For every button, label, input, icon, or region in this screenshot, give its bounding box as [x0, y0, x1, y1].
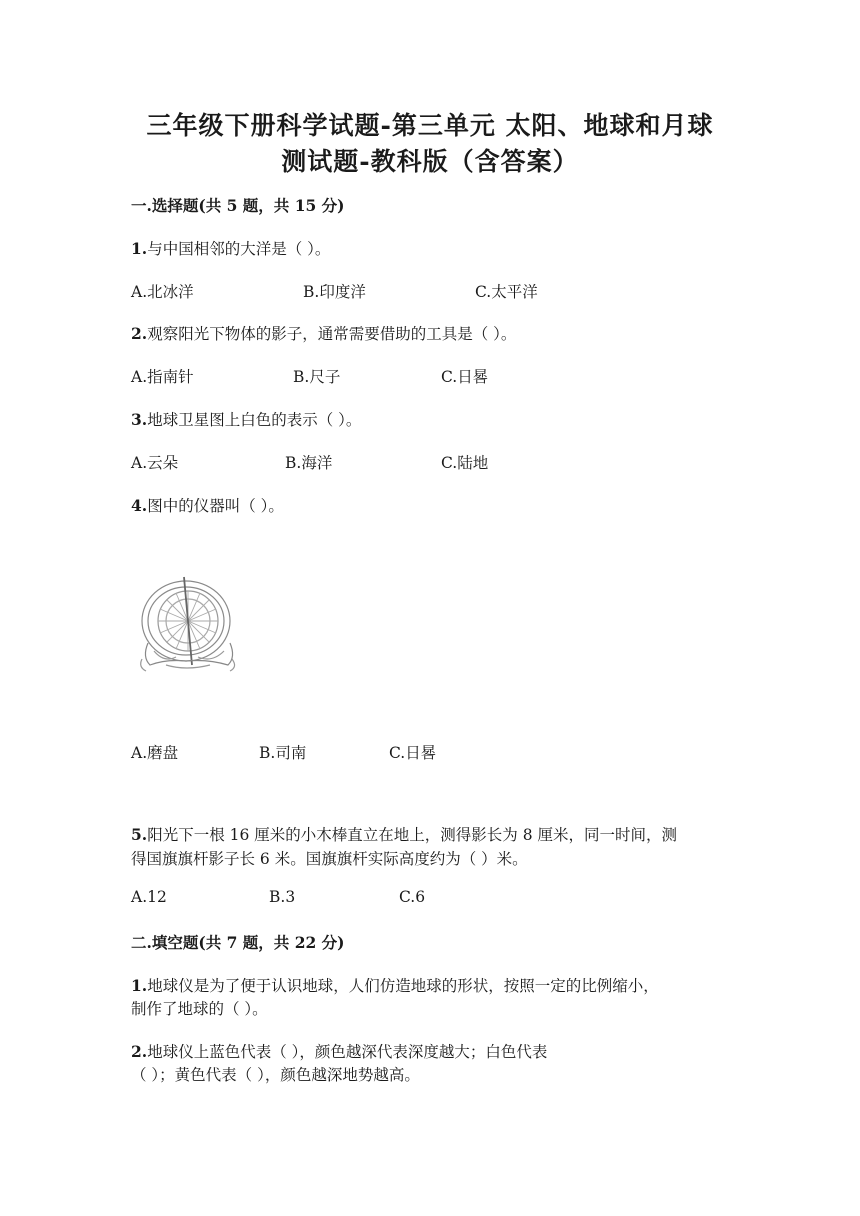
question-text-line1: 阳光下一根 16 厘米的小木棒直立在地上，测得影长为 8 厘米，同一时间，测 — [147, 826, 677, 844]
question-text-line2: 制作了地球的（ ）。 — [131, 1000, 268, 1018]
fill-question-1-continued — [131, 997, 268, 1019]
question-text-line2: （ ）；黄色代表（ ），颜色越深地势越高。 — [131, 1066, 420, 1084]
option-c: C.日晷 — [389, 744, 437, 762]
option-a: A.磨盘 — [131, 744, 179, 762]
sundial-illustration — [136, 573, 242, 673]
question-number: 1. — [131, 976, 148, 995]
question-text: 观察阳光下物体的影子，通常需要借助的工具是（ ）。 — [147, 325, 517, 343]
option-b: B.尺子 — [293, 368, 341, 386]
option-b: B.3 — [269, 888, 296, 906]
question-text-line1: 地球仪是为了便于认识地球，人们仿造地球的形状，按照一定的比例缩小， — [147, 977, 659, 995]
option-c: C.陆地 — [441, 454, 489, 472]
fill-question-1 — [131, 974, 659, 996]
fill-question-2 — [131, 1040, 547, 1062]
question-text-line2: 得国旗旗杆影子长 6 米。国旗旗杆实际高度约为（ ）米。 — [131, 850, 528, 868]
question-number: 2. — [131, 1042, 148, 1061]
option-b: B.司南 — [259, 744, 307, 762]
option-c: C.6 — [399, 888, 426, 906]
question-number: 4. — [131, 496, 148, 515]
option-b: B.海洋 — [285, 454, 333, 472]
question-text-line1: 地球仪上蓝色代表（ ），颜色越深代表深度越大；白色代表 — [147, 1043, 548, 1061]
question-number: 5. — [131, 825, 148, 844]
question-number: 2. — [131, 324, 148, 343]
section-heading-choice: 一.选择题(共 5 题，共 15 分) — [131, 196, 345, 215]
document-title-line1: 三年级下册科学试题-第三单元 太阳、地球和月球 — [146, 111, 714, 140]
option-a: A.北冰洋 — [131, 283, 194, 301]
question-3 — [131, 408, 361, 430]
question-text: 与中国相邻的大洋是（ ）。 — [147, 240, 331, 258]
fill-question-2-continued — [131, 1063, 420, 1085]
question-text: 地球卫星图上白色的表示（ ）。 — [147, 411, 362, 429]
option-c: C.太平洋 — [475, 283, 538, 301]
question-5-continued — [131, 847, 528, 869]
option-c: C.日晷 — [441, 368, 489, 386]
option-a: A.指南针 — [131, 368, 194, 386]
option-b: B.印度洋 — [303, 283, 366, 301]
question-1 — [131, 237, 330, 259]
question-number: 1. — [131, 239, 148, 258]
option-a: A.云朵 — [131, 454, 179, 472]
question-4 — [131, 494, 284, 516]
question-number: 3. — [131, 410, 148, 429]
question-text: 图中的仪器叫（ ）。 — [147, 497, 284, 515]
document-title-line2: 测试题-教科版（含答案） — [281, 147, 579, 176]
section-heading-fill: 二.填空题(共 7 题，共 22 分) — [131, 933, 345, 952]
option-a: A.12 — [131, 888, 167, 906]
question-5 — [131, 823, 677, 845]
question-2 — [131, 322, 516, 344]
